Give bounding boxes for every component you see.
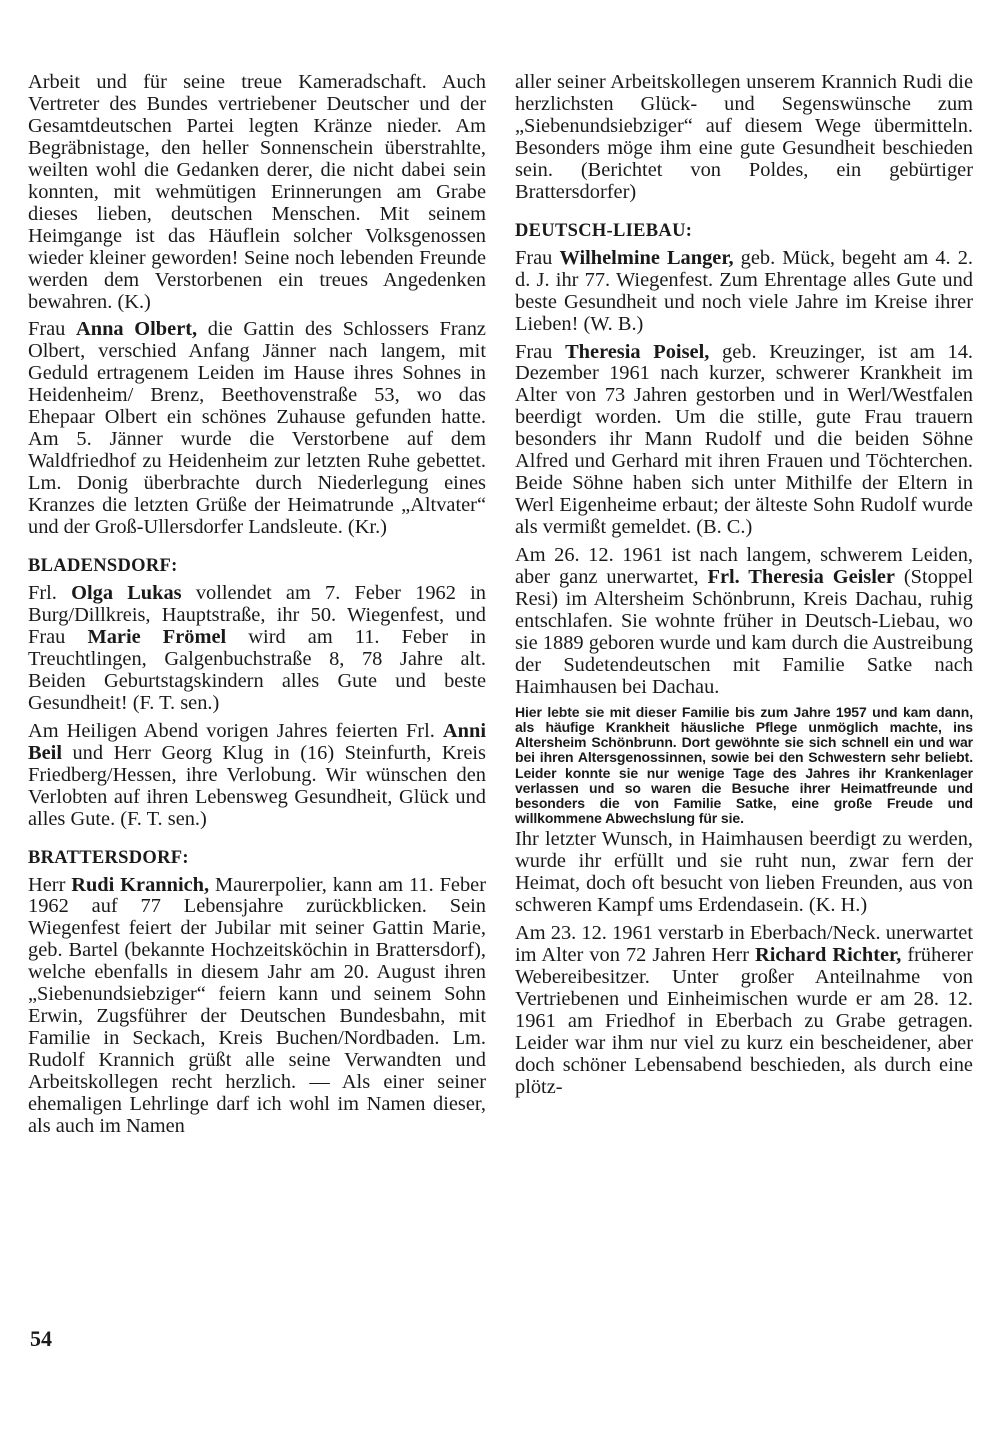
person-name: Anni Beil bbox=[28, 719, 486, 764]
person-name: Anna Olbert, bbox=[76, 318, 198, 341]
paragraph-kameradschaft: Arbeit und für seine treue Kameradschaft. Auch Vertreter des Bundes vertriebener Deutscher und der Gesamtdeutschen Partei legten Kränze nieder. Am Begräbnistage, den heller Sonnenschein überstrahlte, weilten wohl die Gedanken derer, die nicht dabei sein konnten, mit wehmütigen Erinnerungen am Grabe dieses lieben, deutschen Menschen. Mit seinem Heimgange ist das Häuflein solcher Volksgenossen wieder kleiner geworden! Seine noch lebenden Freunde werden dem Verstorbenen ein treues Angedenken bewahren. (K.) bbox=[28, 71, 486, 313]
person-name: Wilhelmine Langer, bbox=[559, 246, 734, 269]
paragraph-krannich-continued: aller seiner Arbeitskollegen unserem Krannich Rudi die herzlichsten Glück- und Segenswünsche zum „Siebenundsiebziger“ auf diesem Wege übermitteln. Besonders möge ihm eine gute Gesundheit beschieden sein. (Berichtet von Poldes, ein gebürtiger Brattersdorfer) bbox=[515, 71, 973, 203]
person-name: Marie Frömel bbox=[87, 625, 227, 648]
person-name: Theresia Poisel, bbox=[565, 340, 710, 363]
paragraph-small-print: Hier lebte sie mit dieser Familie bis zum Jahre 1957 und kam dann, als häufige Krankheit häusliche Pflege unmöglich machte, ins Altersheim Schönbrunn. Dort gewöhnte sie sich schnell ein und war bei ihren Altersgenossinnen, sowie bei den Schwestern sehr beliebt. Leider konnte sie nur wenige Tage des Jahres ihr Krankenlager verlassen und so waren die Besuche ihrer Heimatfreunde und besonders die von Familie Satke, eine große Freude und willkommene Abwechslung für sie. bbox=[515, 703, 973, 827]
section-heading-bladensdorf: BLADENSDORF: bbox=[28, 556, 178, 577]
paragraph-anni-beil: Am Heiligen Abend vorigen Jahres feierten Frl. Anni Beil und Herr Georg Klug in (16) Steinfurth, Kreis Friedberg/Hessen, ihre Verlobung. Wir wünschen den Verlobten auf ihren Lebensweg Gesundheit, Glück und alles Gute. (F. T. sen.) bbox=[28, 719, 486, 830]
right-column bbox=[515, 72, 973, 1105]
person-name: Frl. Theresia Geisler bbox=[707, 566, 895, 589]
person-name: Olga Lukas bbox=[71, 582, 182, 605]
person-name: Rudi Krannich, bbox=[71, 873, 210, 896]
paragraph-theresia-geisler: Am 26. 12. 1961 ist nach langem, schwerem Leiden, aber ganz unerwartet, Frl. Theresia Geisler (Stoppel Resi) im Altersheim Schönbrunn, Kreis Dachau, ruhig entschlafen. Sie wohnte früher in Deutsch-Liebau, wo sie 1889 geboren wurde und kam durch die Austreibung der Sudetendeutschen mit Familie Satke nach Haimhausen bei Dachau. bbox=[515, 544, 973, 698]
paragraph-theresia-poisel: Frau Theresia Poisel, geb. Kreuzinger, ist am 14. Dezember 1961 nach kurzer, schwerer Krankheit im Alter von 73 Jahren gestorben und in Werl/Westfalen beerdigt worden. Um die stille, gute Frau trauern besonders ihr Mann Rudolf und die beiden Söhne Alfred und Gerhard mit ihren Frauen und Töchterchen. Beide Söhne haben sich unter Mithilfe der Eltern in Werl Eigenheime erbaut; der älteste Sohn Rudolf wurde als vermißt gemeldet. (B. C.) bbox=[515, 340, 973, 539]
section-heading-brattersdorf: BRATTERSDORF: bbox=[28, 847, 189, 868]
left-column bbox=[28, 72, 486, 1144]
section-heading-deutsch-liebau: DEUTSCH-LIEBAU: bbox=[515, 220, 693, 241]
paragraph-rudi-krannich: Herr Rudi Krannich, Maurerpolier, kann am 11. Feber 1962 auf 77 Lebensjahre zurückblicken. Sein Wiegenfest feiert der Jubilar mit seiner Gattin Marie, geb. Bartel (bekannte Hochzeitsköchin in Brattersdorf), welche ebenfalls in diesem Jahr am 20. August ihren „Siebenundsiebziger“ feiern kann und seinem Sohn Erwin, Zugsführer der Deutschen Bundesbahn, mit Familie in Seckach, Kreis Buchen/Nordbaden. Lm. Rudolf Krannich grüßt alle seine Verwandten und Arbeitskollegen recht herzlich. — Als einer seiner ehemaligen Lehrlinge darf ich wohl im Namen dieser, als auch im Namen bbox=[28, 873, 487, 1137]
paragraph-anna-olbert: Frau Anna Olbert, die Gattin des Schlossers Franz Olbert, verschied Anfang Jänner nach langem, mit Geduld ertragenem Leiden im Hause ihres Sohnes in Heidenheim/ Brenz, Beethovenstraße 53, wo das Ehepaar Olbert ein schönes Zuhause gefunden hatte. Am 5. Jänner wurde die Verstorbene auf dem Waldfriedhof zu Heidenheim zur letzten Ruhe gebettet. Lm. Donig überbrachte durch Niederlegung eines Kranzes die letzten Grüße der Heimatrunde „Altvater“ und der Groß-Ullersdorfer Landsleute. (Kr.) bbox=[28, 318, 486, 539]
person-name: Richard Richter, bbox=[755, 944, 902, 967]
paragraph-olga-lukas: Frl. Olga Lukas vollendet am 7. Feber 1962 in Burg/Dillkreis, Hauptstraße, ihr 50. Wiegenfest, und Frau Marie Frömel wird am 11. Feber in Treuchtlingen, Galgenbuchstraße 8, 78 Jahre alt. Beiden Geburtstagskindern alles Gute und beste Gesundheit! (F. T. sen.) bbox=[28, 582, 486, 714]
paragraph-wilhelmine-langer: Frau Wilhelmine Langer, geb. Mück, begeht am 4. 2. d. J. ihr 77. Wiegenfest. Zum Ehrentage alles Gute und beste Gesundheit und noch viele Jahre im Kreise ihrer Lieben! (W. B.) bbox=[515, 246, 973, 335]
page-number: 54 bbox=[30, 1326, 52, 1351]
paragraph-haimhausen: Ihr letzter Wunsch, in Haimhausen beerdigt zu werden, wurde ihr erfüllt und sie ruht nun, zwar fern der Heimat, doch oft besucht von lieben Freunden, aus von schweren Kampf ums Erdendasein. (K. H.) bbox=[515, 828, 973, 917]
paragraph-richard-richter: Am 23. 12. 1961 verstarb in Eberbach/Neck. unerwartet im Alter von 72 Jahren Herr Richard Richter, früherer Webereibesitzer. Unter großer Anteilnahme von Vertriebenen und Einheimischen wurde er am 28. 12. 1961 am Friedhof in Eberbach zu Grabe getragen. Leider war ihm nur viel zu kurz ein bescheidener, aber doch schöner Lebensabend beschieden, als durch eine plötz- bbox=[515, 922, 973, 1098]
